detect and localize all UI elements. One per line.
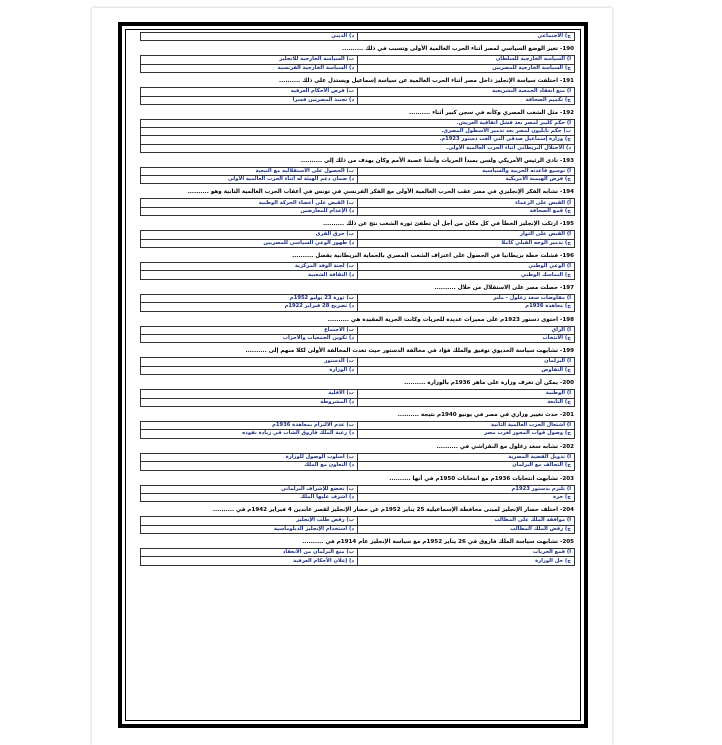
- question-text: اختلفت سياسة الإنجليز داخل مصر أثناء الحرب العالمية عن سياسة إسماعيل ويستدل على ذلك ..........: [278, 78, 559, 85]
- option-cell[interactable]: أ) اشتعال الحرب العالمية الثانية: [358, 421, 575, 429]
- option-cell[interactable]: أ) الوعي الوطني: [358, 263, 575, 271]
- question-stem: [140, 283, 575, 294]
- question-number: 195-: [559, 221, 574, 228]
- carryover-options: [140, 32, 575, 41]
- option-cell[interactable]: ب) رفض طلب الإنجليز: [141, 517, 358, 525]
- option-cell[interactable]: د) استخدام الإنجليز الدبلوماسية: [141, 525, 358, 533]
- question-stem: [140, 108, 575, 119]
- option-cell[interactable]: ج) وزارة إسماعيل صدقي التي ألغت دستور 1923م.: [141, 136, 575, 144]
- option-cell[interactable]: د) رغبة الملك فاروق الشاب في زيادة نفوذه: [141, 430, 358, 438]
- option-cell[interactable]: ب) عدم الالتزام بمعاهدة 1936م: [141, 421, 358, 429]
- question-number: 205-: [559, 539, 574, 546]
- question-text: تشابه الفكر الإنجليزي في مصر عقب الحرب العالمية الأولى مع الفكر الفرنسي في تونس في أعقاب الحرب العالمية الثانية وهو ..........: [187, 189, 559, 196]
- option-row: [141, 549, 575, 557]
- option-cell[interactable]: أ) تدويل القضية المصرية: [358, 453, 575, 461]
- option-cell[interactable]: أ) تلتزم بدستور 1923م: [358, 485, 575, 493]
- option-cell[interactable]: ب) القبض على أعضاء الحركة الوطنية: [141, 199, 358, 207]
- option-row: [141, 366, 575, 374]
- option-cell[interactable]: ج) التابعة: [358, 398, 575, 406]
- options-table: [140, 485, 575, 503]
- option-row: [141, 96, 575, 104]
- option-row: [141, 485, 575, 493]
- options-table: [140, 357, 575, 375]
- question-stem: [140, 537, 575, 548]
- option-cell[interactable]: د) ضمان دعم الهيئة له أثناء الحرب العالمية الأولى: [141, 176, 358, 184]
- option-cell[interactable]: ب) حرق القرى: [141, 231, 358, 239]
- option-row: [141, 263, 575, 271]
- option-cell[interactable]: ج) حرة: [358, 493, 575, 501]
- options-table: [140, 453, 575, 471]
- option-cell[interactable]: ب) ثورة 23 يوليو 1952م: [141, 294, 358, 302]
- questions-content: [140, 32, 575, 569]
- option-cell[interactable]: ب) السياسة الخارجية للانجليز: [141, 56, 358, 64]
- option-row: [141, 176, 575, 184]
- option-row: [141, 239, 575, 247]
- option-cell[interactable]: ب) الأقلية: [141, 390, 358, 398]
- option-cell[interactable]: د) إعلان الأحكام العرفية: [141, 557, 358, 565]
- option-cell[interactable]: د) الثقافة الشعبية: [141, 271, 358, 279]
- option-row: [141, 207, 575, 215]
- option-cell[interactable]: د) تجنيد المصريين قسرا: [141, 96, 358, 104]
- question-stem: [140, 315, 575, 326]
- question-number: 202-: [559, 443, 574, 450]
- option-cell: د) الديني: [141, 33, 358, 41]
- option-cell[interactable]: ب) تخضع للإشراف البرلماني: [141, 485, 358, 493]
- option-cell[interactable]: ج) السياسة الخارجية للمصريين: [358, 64, 575, 72]
- option-cell[interactable]: أ) القبض على الثوار: [358, 231, 575, 239]
- question-number: 197-: [559, 284, 574, 291]
- option-cell: ج) الاجتماعي: [358, 33, 575, 41]
- question-number: 191-: [559, 78, 574, 85]
- option-cell[interactable]: د) تكوين الجمعيات والأحزاب: [141, 335, 358, 343]
- option-row: [141, 33, 575, 41]
- option-row: [141, 326, 575, 334]
- option-cell[interactable]: د) السياسة الخارجية الفرنسية: [141, 64, 358, 72]
- option-cell[interactable]: ج) التماسك الوطني: [358, 271, 575, 279]
- option-row: [141, 128, 575, 136]
- options-table: [140, 87, 575, 105]
- question-number: 200-: [559, 380, 574, 387]
- option-row: [141, 271, 575, 279]
- question-stem: [140, 44, 575, 55]
- question-number: 194-: [559, 189, 574, 196]
- question-text: تشابهت سياسة الخديوي توفيق والملك فؤاد في مخالفة الدستور حيث تعدت المخالفة الأولى لكلا منهم إلى ..........: [245, 348, 559, 355]
- option-row: [141, 136, 575, 144]
- option-cell[interactable]: ج) معاهدة 1936م: [358, 303, 575, 311]
- option-row: [141, 358, 575, 366]
- question-text: ارتكب الإنجليز الخطأ في كل مكان من أجل أن تطفئ ثورة الشعب نتج عن ذلك ..........: [322, 221, 559, 228]
- option-cell[interactable]: د) الإعدام للمعارضين: [141, 207, 358, 215]
- option-cell[interactable]: د) أشرف عليها الملك: [141, 493, 358, 501]
- option-row: [141, 493, 575, 501]
- question-number: 193-: [559, 157, 574, 164]
- option-cell[interactable]: أ) موافقة الملك على المطالب: [358, 517, 575, 525]
- options-table: [140, 294, 575, 312]
- option-row: [141, 453, 575, 461]
- option-cell[interactable]: ب) أسلوب الوصول للوزارة: [141, 453, 358, 461]
- option-row: [141, 398, 575, 406]
- option-cell[interactable]: ب) فرض الأحكام العرفية: [141, 88, 358, 96]
- option-cell[interactable]: أ) الرأي: [358, 326, 575, 334]
- option-cell[interactable]: أ) السياسة الخارجية للسلطان: [358, 56, 575, 64]
- option-cell[interactable]: ج) التحالف مع البرلمان: [358, 462, 575, 470]
- options-table: [140, 262, 575, 280]
- option-row: [141, 167, 575, 175]
- question-text: تشابهت سياسة الملك فاروق في 26 يناير 1952م مع سياسة الإنجليز عام 1914م في ..........: [302, 539, 559, 546]
- option-row: [141, 144, 575, 152]
- question-text: اختلف حصار الإنجليز لمبنى محافظة الإسماعيلية 25 يناير 1952م عن حصار الإنجليز لقصر عابدين 4 فبراير 1942م في ..........: [212, 507, 559, 514]
- question-stem: [140, 442, 575, 453]
- option-cell[interactable]: د) الاحتلال البريطاني أثناء الحرب العالمية الأولى.: [141, 144, 575, 152]
- option-row: [141, 390, 575, 398]
- option-row: [141, 525, 575, 533]
- option-cell[interactable]: د) تصريح 28 فبراير 1922م: [141, 303, 358, 311]
- option-cell[interactable]: ج) حل الوزارة: [358, 557, 575, 565]
- options-table: [140, 55, 575, 73]
- question-number: 204-: [559, 507, 574, 514]
- question-text: احتوى دستور 1923م على مميزات عديدة للحريات وكانت الحرية المقيدة هي ..........: [327, 316, 559, 323]
- option-cell[interactable]: ج) الانتخاب: [358, 335, 575, 343]
- option-cell[interactable]: ب) حكم نابليون لمصر بعد تدمير الأسطول المصري.: [141, 128, 575, 136]
- question-text: نادى الرئيس الأمريكي ولسن بمبدأ الحريات وأنشأ عصبة الأمم وكان يهدف من ذلك إلى ..........: [300, 157, 559, 164]
- option-row: [141, 199, 575, 207]
- question-text: تشابه سعد زغلول مع النقراشي في ..........: [436, 443, 559, 450]
- option-row: [141, 517, 575, 525]
- question-stem: [140, 76, 575, 87]
- option-cell[interactable]: ج) تكميم الصحافة: [358, 96, 575, 104]
- option-cell[interactable]: ب) الدستور: [141, 358, 358, 366]
- question-stem: [140, 474, 575, 485]
- option-cell[interactable]: ج) قمع الصحافة: [358, 207, 575, 215]
- question-number: 198-: [559, 316, 574, 323]
- question-stem: [140, 156, 575, 167]
- question-list: [140, 44, 575, 565]
- question-text: فشلت خطة بريطانيا في الحصول على اعتراف الشعب المصري بالحماية البريطانية بفضل ..........: [292, 253, 559, 260]
- question-stem: [140, 410, 575, 421]
- options-table: [140, 548, 575, 566]
- option-cell[interactable]: أ) قمع الحريات: [358, 549, 575, 557]
- option-cell[interactable]: أ) مفاوضات سعد زغلول - ملنر: [358, 294, 575, 302]
- question-stem: [140, 219, 575, 230]
- question-text: حدث تغيير وزاري في مصر في يونيو 1940م نتيجة ..........: [397, 411, 559, 418]
- option-cell[interactable]: أ) توسيع قاعدته الحربية والسياسية: [358, 167, 575, 175]
- option-cell[interactable]: أ) حكم كليبر لمصر بعد فشل اتفاقية العريش.: [141, 119, 575, 127]
- option-row: [141, 231, 575, 239]
- question-number: 196-: [559, 253, 574, 260]
- options-table: [140, 230, 575, 248]
- option-row: [141, 430, 575, 438]
- option-cell[interactable]: د) المشروطة: [141, 398, 358, 406]
- option-cell[interactable]: د) ظهور الوعي السياسي للمصريين: [141, 239, 358, 247]
- question-text: يمكن أن تعرف وزارة على ماهر 1936م بالوزارة ..........: [404, 380, 559, 387]
- question-text: حصلت مصر على الاستقلال من خلال ..........: [434, 284, 559, 291]
- option-cell[interactable]: ج) وصول قوات المحور لغرب مصر: [358, 430, 575, 438]
- option-row: [141, 56, 575, 64]
- question-stem: [140, 346, 575, 357]
- question-stem: [140, 378, 575, 389]
- option-row: [141, 119, 575, 127]
- options-table: [140, 326, 575, 344]
- question-number: 190-: [559, 46, 574, 53]
- question-text: تشابهت انتخابات 1936م مع انتخابات 1950م في أنها ..........: [389, 475, 559, 482]
- option-cell[interactable]: د) التعاون مع الملك: [141, 462, 358, 470]
- question-text: مثل الشعب المصري وكأنه في سجن كبير أثناء ..........: [409, 109, 559, 116]
- option-row: [141, 294, 575, 302]
- option-row: [141, 335, 575, 343]
- option-row: [141, 64, 575, 72]
- option-row: [141, 303, 575, 311]
- option-row: [141, 88, 575, 96]
- option-row: [141, 557, 575, 565]
- question-stem: [140, 505, 575, 516]
- option-cell[interactable]: أ) البرلمان: [358, 358, 575, 366]
- option-cell[interactable]: ج) تدمير الوجه القبلي كاملا: [358, 239, 575, 247]
- option-cell[interactable]: ج) التفاوض: [358, 366, 575, 374]
- option-row: [141, 421, 575, 429]
- question-number: 199-: [559, 348, 574, 355]
- option-cell[interactable]: أ) القبض على الزعماء: [358, 199, 575, 207]
- question-number: 192-: [559, 109, 574, 116]
- options-table: [140, 421, 575, 439]
- option-cell[interactable]: ب) منع البرلمان من الانعقاد: [141, 549, 358, 557]
- options-table: [140, 198, 575, 216]
- option-cell[interactable]: أ) منع انعقاد الجمعية التشريعية: [358, 88, 575, 96]
- question-number: 203-: [559, 475, 574, 482]
- option-cell[interactable]: ج) رفض الملك المطالب: [358, 525, 575, 533]
- question-stem: [140, 251, 575, 262]
- question-text: تغير الوضع السياسي لمصر أثناء الحرب العالمية الأولى وتسبب في ذلك ..........: [341, 46, 559, 53]
- option-row: [141, 462, 575, 470]
- options-table: [140, 167, 575, 185]
- option-cell[interactable]: ب) لجنة الوفد المركزية: [141, 263, 358, 271]
- question-stem: [140, 187, 575, 198]
- option-cell[interactable]: ج) فرض الهيمنة الأمريكية: [358, 176, 575, 184]
- option-cell[interactable]: أ) الوطنية: [358, 390, 575, 398]
- question-number: 201-: [559, 411, 574, 418]
- options-table: [140, 389, 575, 407]
- options-table: [140, 516, 575, 534]
- option-cell[interactable]: ب) الاجتماع: [141, 326, 358, 334]
- options-table: [140, 119, 575, 153]
- option-cell[interactable]: ب) الحصول على الاستقلالية مع التبعية: [141, 167, 358, 175]
- option-cell[interactable]: د) الوزارة: [141, 366, 358, 374]
